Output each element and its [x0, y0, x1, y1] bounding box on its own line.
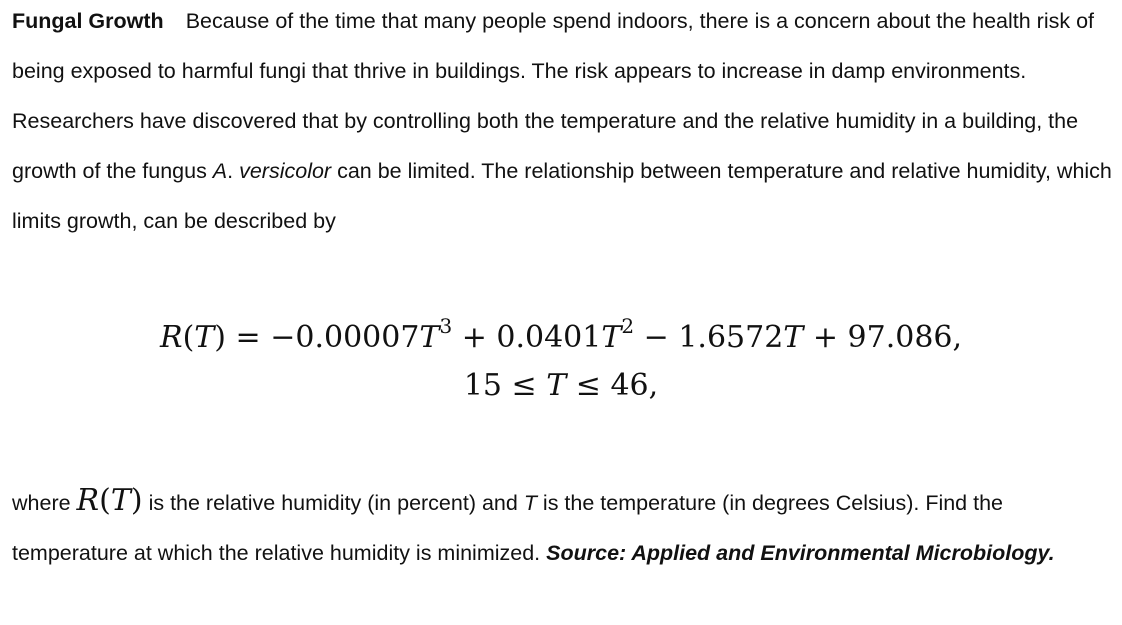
eq-coef3: − 1.6572 — [634, 320, 784, 355]
inline-math-r: R(T) — [76, 483, 143, 518]
eq-var1: T — [419, 320, 440, 355]
intro-text-1: Because of the time that many people spend indoors, there is a concern about the health risk of being exposed to harmful fungi that thrive in buildings. The risk appears to increase in damp environments. Researchers have discovered that by controlling both the temperature and the relative humidity in a building, the growth of the fungus — [12, 9, 1095, 183]
eq-const: + 97.086, — [803, 320, 963, 355]
species-name: versicolor — [239, 159, 332, 183]
problem-heading: Fungal Growth — [12, 9, 164, 33]
species-genus: A — [212, 159, 228, 183]
inline-func: R — [76, 483, 100, 518]
after-t: T — [523, 491, 537, 515]
intro-paragraph — [12, 0, 1116, 246]
eq-lhs-var: T — [194, 320, 215, 355]
eq-exp2: 2 — [621, 314, 635, 338]
eq-exp1: 3 — [439, 314, 453, 338]
eq-var2: T — [601, 320, 622, 355]
inline-var: T — [110, 483, 131, 518]
after-text-2: is the temperature (in degrees Celsius). Find the temperature at which the relative humidity is minimized. — [12, 491, 1004, 565]
question-paragraph — [12, 478, 1116, 578]
source-citation: Source: Applied and Environmental Microbiology. — [546, 541, 1055, 565]
eq-domain-var: T — [546, 368, 567, 403]
after-prefix: where — [12, 491, 77, 515]
intro-text-2: can be limited. The relationship between temperature and relative humidity, which limits growth, can be described by — [12, 159, 1112, 233]
eq-coef1: −0.00007 — [270, 320, 420, 355]
eq-coef2: + 0.0401 — [452, 320, 602, 355]
equation-main: $R(T) = -0.00007T^3 + 0.0401T^2 - 1.6572T + 97.086$, — [159, 314, 963, 355]
species-dot: . — [227, 159, 240, 183]
after-text-1: is the relative humidity (in percent) and — [142, 491, 524, 515]
eq-domain-low: 15 ≤ — [463, 368, 547, 403]
eq-domain-high: ≤ 46, — [566, 368, 659, 403]
eq-lhs-func: R — [159, 320, 183, 355]
eq-var3: T — [783, 320, 804, 355]
equation-domain — [12, 366, 1110, 406]
